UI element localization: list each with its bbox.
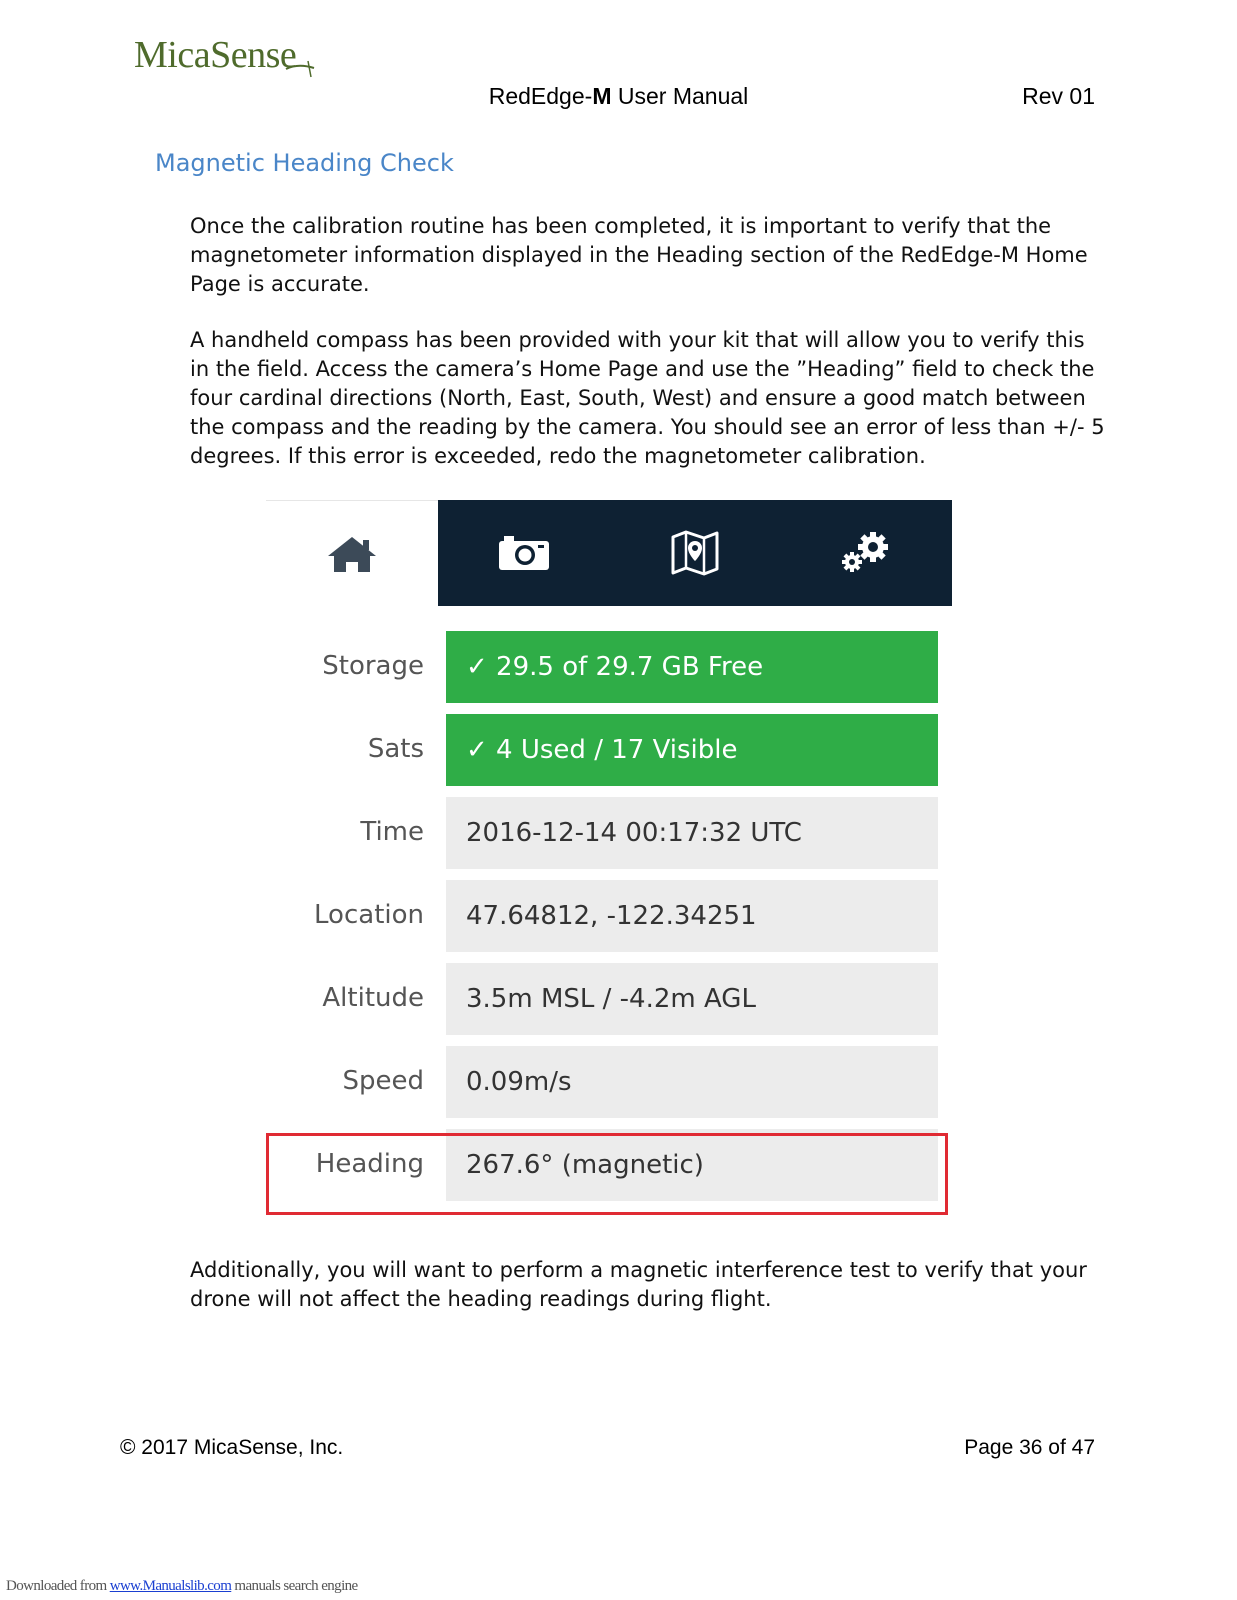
location-label: Location bbox=[314, 900, 424, 930]
paragraph-intro: Once the calibration routine has been completed, it is important to verify that the magnetometer information displayed in the Heading section of the RedEdge-M Home Page is accurate. bbox=[190, 214, 1088, 296]
location-value: 47.64812, -122.34251 bbox=[446, 880, 938, 952]
page-number: Page 36 of 47 bbox=[964, 1436, 1095, 1459]
camera-icon bbox=[496, 533, 552, 573]
sats-label: Sats bbox=[367, 734, 424, 764]
heading-highlight-box bbox=[266, 1133, 948, 1215]
time-label: Time bbox=[360, 817, 424, 847]
camera-home-page-screenshot bbox=[266, 500, 952, 1230]
nav-map-tab[interactable] bbox=[609, 500, 780, 606]
storage-value: ✓ 29.5 of 29.7 GB Free bbox=[446, 631, 938, 703]
altitude-label: Altitude bbox=[322, 983, 424, 1013]
sats-value: ✓ 4 Used / 17 Visible bbox=[446, 714, 938, 786]
map-icon bbox=[669, 529, 721, 577]
app-nav-bar bbox=[266, 500, 952, 606]
speed-label: Speed bbox=[342, 1066, 424, 1096]
logo-swoosh-icon bbox=[284, 59, 318, 79]
altitude-value: 3.5m MSL / -4.2m AGL bbox=[446, 963, 938, 1035]
manualslib-link[interactable]: www.Manualslib.com bbox=[109, 1578, 232, 1594]
section-heading: Magnetic Heading Check bbox=[155, 149, 454, 177]
paragraph-compass: A handheld compass has been provided with your kit that will allow you to verify this in the field. Access the camera’s Home Page and use the ”Heading” field to check the four cardinal directions (North, East, South, West) and ensure a good match between the compass and the reading by the camera. You should see an error of less than +/- 5 degrees. If this error is exceeded, redo the magnetometer calibration. bbox=[190, 328, 1105, 468]
time-value: 2016-12-14 00:17:32 UTC bbox=[446, 797, 938, 869]
logo-text: MicaSense bbox=[134, 34, 297, 76]
copyright-text: © 2017 MicaSense, Inc. bbox=[120, 1436, 344, 1459]
speed-value: 0.09m/s bbox=[446, 1046, 938, 1118]
nav-home-tab[interactable] bbox=[266, 500, 438, 607]
paragraph-interference: Additionally, you will want to perform a magnetic interference test to verify that your drone will not affect the heading readings during flight. bbox=[190, 1258, 1087, 1311]
gears-icon bbox=[839, 531, 893, 575]
nav-camera-tab[interactable] bbox=[438, 500, 609, 606]
storage-label: Storage bbox=[322, 651, 424, 681]
nav-settings-tab[interactable] bbox=[780, 500, 951, 606]
download-credit: Downloaded from www.Manualslib.com manuals search engine bbox=[6, 1578, 358, 1594]
home-icon bbox=[325, 534, 379, 574]
revision-label: Rev 01 bbox=[1022, 83, 1095, 109]
micasense-logo bbox=[134, 33, 296, 77]
document-title: RedEdge-M User Manual bbox=[488, 83, 749, 109]
heading-label: Heading bbox=[315, 1149, 424, 1179]
heading-value: 267.6° (magnetic) bbox=[446, 1129, 938, 1201]
